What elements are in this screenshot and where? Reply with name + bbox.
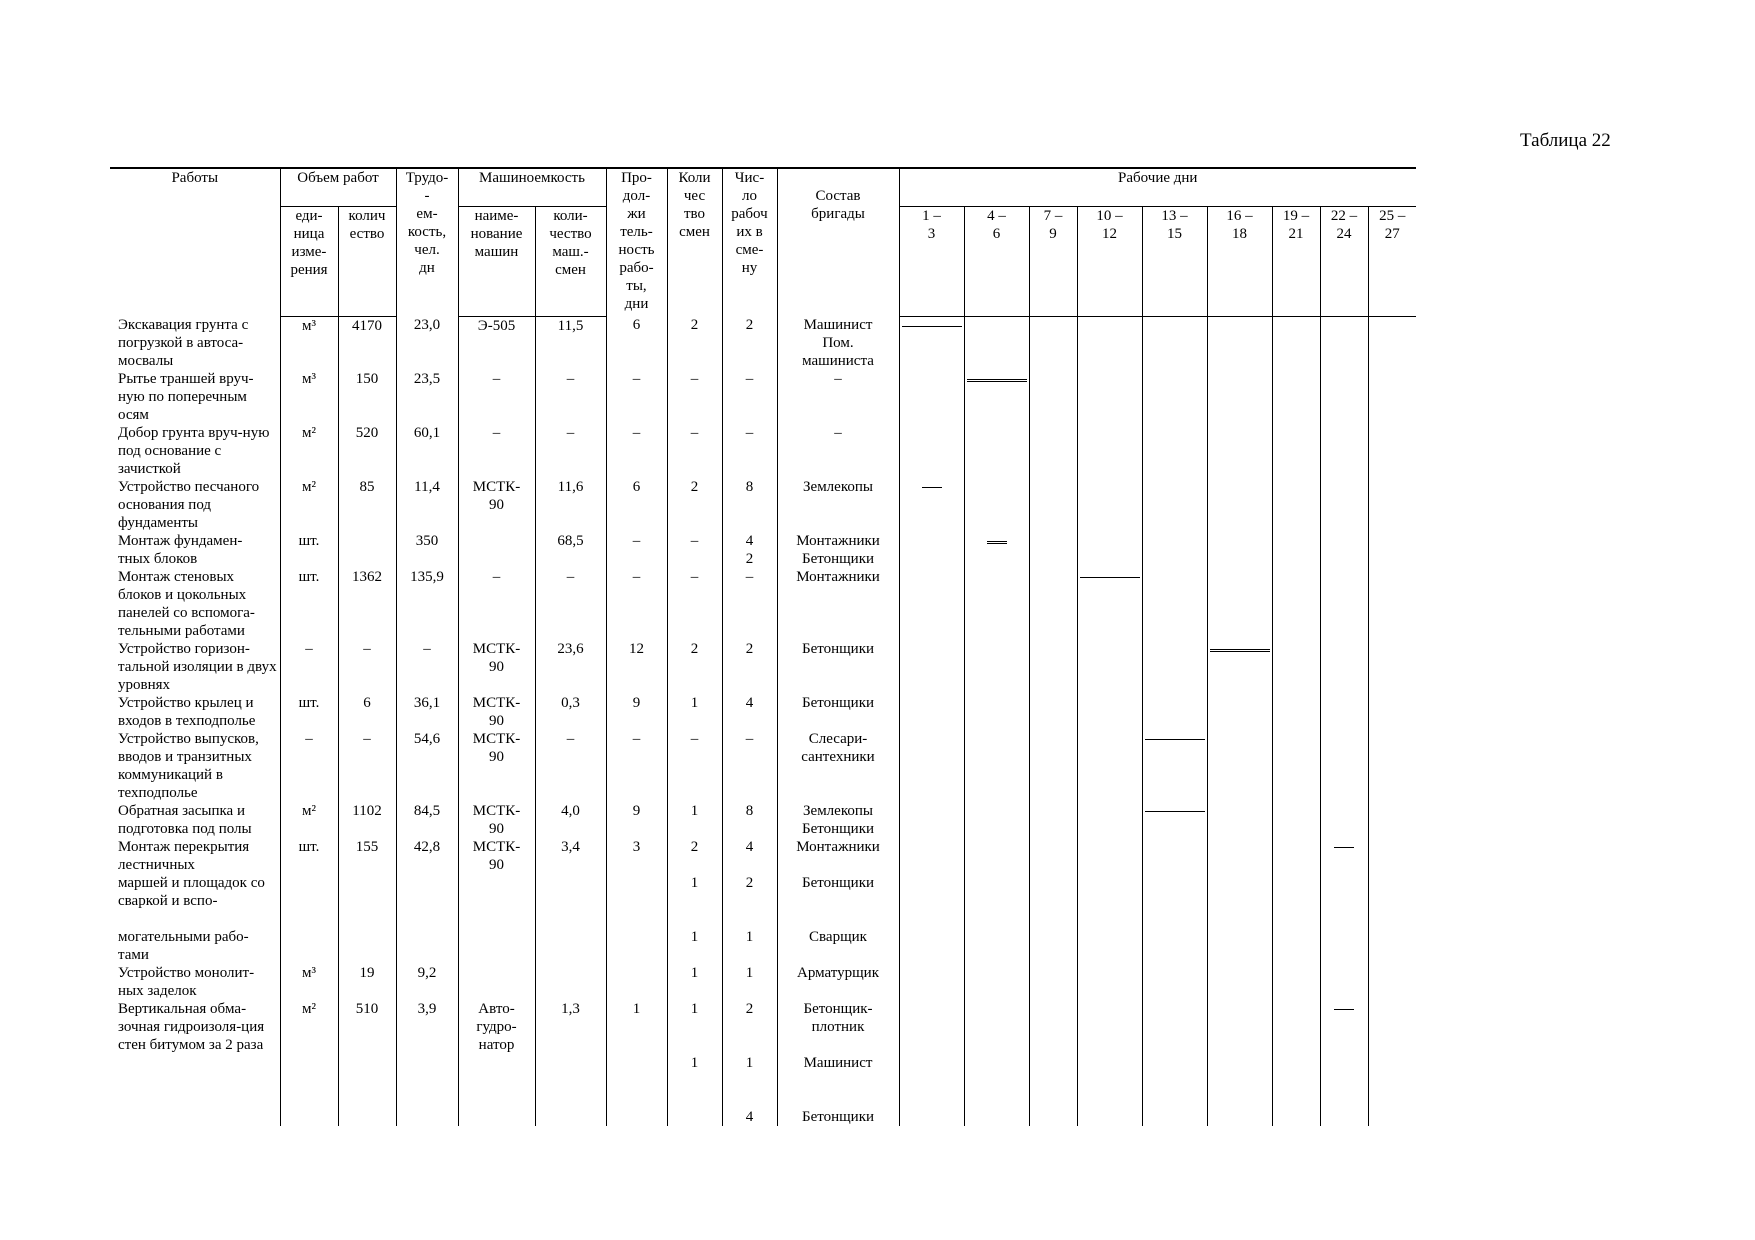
day-cell [1029,838,1077,964]
table-row [110,316,1416,370]
cell-workers: – [722,424,777,478]
schedule-bar [1334,1009,1354,1010]
cell-qty: 19 [338,964,396,1000]
cell-qty: 85 [338,478,396,532]
cell-mname: Авто- гудро- натор [458,1000,535,1126]
cell-mname: – [458,568,535,640]
day-cell [1272,964,1320,1000]
day-cell [1077,694,1142,730]
cell-unit: м² [280,1000,338,1126]
day-cell [1029,640,1077,694]
work-name: Устройство песчаного основания под фундаменты [110,478,280,532]
header-labor: Трудо- - ем- кость, чел. дн [396,168,458,316]
work-name: Монтаж перекрытия лестничных маршей и площадок со сваркой и вспо- могательными рабо- тами [110,838,280,964]
cell-mqty: 1,3 [535,1000,606,1126]
day-cell [1029,730,1077,802]
day-cell [1142,640,1207,694]
cell-workers: 8 [722,478,777,532]
day-cell [899,532,964,568]
cell-labor: 23,5 [396,370,458,424]
day-cell [964,532,1029,568]
cell-workers: – [722,370,777,424]
day-cell [1320,640,1368,694]
day-cell [899,802,964,838]
cell-crew: Бетонщик- плотник Машинист Бетонщики [777,1000,899,1126]
work-name: Рытье траншей вруч-ную по поперечным осям [110,370,280,424]
cell-mname: МСТК- 90 [458,730,535,802]
cell-crew: – [777,424,899,478]
cell-crew: – [777,370,899,424]
day-cell [1272,730,1320,802]
day-cell [1272,640,1320,694]
table-row [110,694,1416,730]
day-cell [1368,730,1416,802]
day-cell [1320,370,1368,424]
schedule-bar [1145,811,1205,812]
day-cell [1207,568,1272,640]
cell-mqty [535,964,606,1000]
cell-mqty: 3,4 [535,838,606,964]
cell-labor: 350 [396,532,458,568]
work-name: Устройство выпусков, вводов и транзитных коммуникаций в техподполье [110,730,280,802]
schedule-bar [967,379,1027,382]
cell-labor: 23,0 [396,316,458,370]
day-cell [1077,370,1142,424]
day-cell [1272,568,1320,640]
cell-dur [606,964,667,1000]
cell-mname: МСТК- 90 [458,694,535,730]
day-cell [1320,1000,1368,1126]
day-cell [1142,838,1207,964]
cell-shifts: 1 [667,694,722,730]
day-cell [1272,838,1320,964]
header-works: Работы [110,168,280,316]
day-cell [964,838,1029,964]
day-cell [964,316,1029,370]
cell-qty: 520 [338,424,396,478]
day-cell [1077,730,1142,802]
day-cell [1077,964,1142,1000]
cell-shifts: – [667,532,722,568]
cell-qty: 510 [338,1000,396,1126]
cell-qty: 6 [338,694,396,730]
cell-mname: МСТК- 90 [458,838,535,964]
day-cell [1320,694,1368,730]
cell-shifts: – [667,424,722,478]
header-day-7: 22 – 24 [1320,206,1368,316]
table-row [110,370,1416,424]
day-cell [964,802,1029,838]
day-cell [1142,316,1207,370]
day-cell [1272,316,1320,370]
cell-workers: 8 [722,802,777,838]
day-cell [1077,424,1142,478]
cell-mname: Э-505 [458,316,535,370]
cell-shifts: – [667,568,722,640]
table-row [110,730,1416,802]
cell-unit: – [280,640,338,694]
cell-crew: Землекопы [777,478,899,532]
cell-labor: 60,1 [396,424,458,478]
header-day-8: 25 – 27 [1368,206,1416,316]
day-cell [1029,1000,1077,1126]
cell-labor: 42,8 [396,838,458,964]
day-cell [1029,532,1077,568]
table-row [110,802,1416,838]
header-day-5: 16 – 18 [1207,206,1272,316]
work-name: Добор грунта вруч-ную под основание с зачисткой [110,424,280,478]
cell-mname: – [458,424,535,478]
day-cell [1207,640,1272,694]
day-cell [899,316,964,370]
cell-mqty: 68,5 [535,532,606,568]
table-row [110,424,1416,478]
day-cell [1077,1000,1142,1126]
cell-crew: Бетонщики [777,640,899,694]
day-cell [964,1000,1029,1126]
cell-dur: – [606,532,667,568]
cell-dur: 6 [606,316,667,370]
work-name: Обратная засыпка и подготовка под полы [110,802,280,838]
header-day-0: 1 – 3 [899,206,964,316]
cell-mqty: 23,6 [535,640,606,694]
header-day-4: 13 – 15 [1142,206,1207,316]
cell-workers: – [722,730,777,802]
day-cell [1029,964,1077,1000]
day-cell [1207,730,1272,802]
header-qty: колич ество [338,206,396,316]
table-row [110,478,1416,532]
day-cell [1077,838,1142,964]
day-cell [1029,424,1077,478]
day-cell [1142,964,1207,1000]
cell-dur: – [606,568,667,640]
day-cell [1272,424,1320,478]
header-day-6: 19 – 21 [1272,206,1320,316]
day-cell [1368,802,1416,838]
work-name: Устройство горизон-тальной изоляции в двух уровнях [110,640,280,694]
day-cell [1368,316,1416,370]
cell-unit: шт. [280,568,338,640]
cell-labor: – [396,640,458,694]
day-cell [1368,1000,1416,1126]
cell-mqty: – [535,568,606,640]
cell-workers: 1 [722,964,777,1000]
table-row [110,532,1416,568]
cell-unit: м³ [280,316,338,370]
cell-shifts: – [667,730,722,802]
day-cell [1077,568,1142,640]
day-cell [1368,694,1416,730]
day-cell [1142,370,1207,424]
day-cell [1207,964,1272,1000]
day-cell [1272,694,1320,730]
cell-qty [338,532,396,568]
day-cell [964,730,1029,802]
cell-shifts: 2 [667,640,722,694]
day-cell [1029,370,1077,424]
cell-workers: – [722,568,777,640]
day-cell [1142,802,1207,838]
day-cell [964,640,1029,694]
cell-workers: 2 1 4 [722,1000,777,1126]
cell-mname: МСТК- 90 [458,478,535,532]
schedule-bar [1080,577,1140,578]
day-cell [1272,802,1320,838]
day-cell [899,694,964,730]
cell-crew: Машинист Пом. машиниста [777,316,899,370]
day-cell [1077,640,1142,694]
day-cell [1142,478,1207,532]
work-name: Устройство монолит-ных заделок [110,964,280,1000]
cell-mqty: 11,6 [535,478,606,532]
day-cell [899,730,964,802]
day-cell [1077,316,1142,370]
day-cell [964,694,1029,730]
day-cell [1207,370,1272,424]
cell-workers: 4 [722,694,777,730]
table-row [110,568,1416,640]
day-cell [899,568,964,640]
schedule-bar [1210,649,1270,652]
cell-dur: 9 [606,802,667,838]
cell-crew: Монтажники Бетонщики [777,532,899,568]
cell-qty: 1102 [338,802,396,838]
cell-qty: 1362 [338,568,396,640]
day-cell [1272,532,1320,568]
day-cell [1207,802,1272,838]
day-cell [964,964,1029,1000]
cell-workers: 2 [722,316,777,370]
day-cell [1368,532,1416,568]
cell-mqty: 0,3 [535,694,606,730]
cell-crew: Монтажники [777,568,899,640]
header-day-3: 10 – 12 [1077,206,1142,316]
cell-labor: 9,2 [396,964,458,1000]
day-cell [1320,532,1368,568]
day-cell [1207,478,1272,532]
cell-unit: шт. [280,838,338,964]
cell-dur: – [606,424,667,478]
day-cell [899,640,964,694]
cell-shifts: – [667,370,722,424]
cell-workers: 4 2 [722,532,777,568]
day-cell [1207,1000,1272,1126]
day-cell [1368,478,1416,532]
table-row [110,1000,1416,1126]
day-cell [899,424,964,478]
day-cell [1368,640,1416,694]
table-caption: Таблица 22 [1520,130,1611,151]
cell-labor: 3,9 [396,1000,458,1126]
header-shifts: Коли чес тво смен [667,168,722,316]
work-name: Монтаж фундамен- тных блоков [110,532,280,568]
cell-qty: 155 [338,838,396,964]
cell-dur: 6 [606,478,667,532]
day-cell [1320,802,1368,838]
schedule-bar [987,541,1007,544]
header-unit: еди- ница изме- рения [280,206,338,316]
day-cell [1142,532,1207,568]
day-cell [1142,568,1207,640]
cell-crew: Арматурщик [777,964,899,1000]
cell-mname [458,964,535,1000]
work-name: Экскавация грунта с погрузкой в автоса-мосвалы [110,316,280,370]
schedule-bar [922,487,942,488]
header-days-title: Рабочие дни [899,168,1416,206]
cell-dur: – [606,730,667,802]
cell-unit: – [280,730,338,802]
cell-mname: МСТК- 90 [458,640,535,694]
day-cell [1368,838,1416,964]
cell-workers: 4 2 1 [722,838,777,964]
day-cell [899,964,964,1000]
cell-dur: – [606,370,667,424]
cell-shifts: 1 [667,802,722,838]
schedule-bar [1334,847,1354,848]
cell-qty: – [338,640,396,694]
day-cell [1320,838,1368,964]
work-name: Вертикальная обма-зочная гидроизоля-ция стен битумом за 2 раза [110,1000,280,1126]
day-cell [1077,478,1142,532]
table-body [110,316,1416,1126]
cell-shifts: 1 1 [667,1000,722,1126]
cell-crew: Монтажники Бетонщики Сварщик [777,838,899,964]
cell-dur: 1 [606,1000,667,1126]
cell-shifts: 1 [667,964,722,1000]
schedule-table [110,167,1416,1126]
day-cell [1368,424,1416,478]
day-cell [1207,694,1272,730]
table-row [110,838,1416,964]
day-cell [1029,316,1077,370]
day-cell [1077,532,1142,568]
cell-unit: м² [280,802,338,838]
day-cell [1207,838,1272,964]
day-cell [1320,316,1368,370]
cell-unit: м² [280,424,338,478]
cell-dur: 3 [606,838,667,964]
day-cell [1368,964,1416,1000]
day-cell [1207,316,1272,370]
cell-unit: м² [280,478,338,532]
cell-labor: 135,9 [396,568,458,640]
cell-labor: 54,6 [396,730,458,802]
day-cell [1029,568,1077,640]
day-cell [1320,424,1368,478]
cell-mname: МСТК- 90 [458,802,535,838]
cell-shifts: 2 [667,478,722,532]
day-cell [1029,694,1077,730]
day-cell [1368,370,1416,424]
cell-mname: – [458,370,535,424]
cell-crew: Слесари- сантехники [777,730,899,802]
day-cell [899,1000,964,1126]
cell-qty: 150 [338,370,396,424]
day-cell [899,838,964,964]
day-cell [964,370,1029,424]
cell-qty: – [338,730,396,802]
day-cell [1077,802,1142,838]
table-row [110,640,1416,694]
cell-mqty: 4,0 [535,802,606,838]
day-cell [1320,568,1368,640]
work-name: Устройство крылец и входов в техподполье [110,694,280,730]
cell-crew: Бетонщики [777,694,899,730]
header-duration: Про- дол- жи тель- ность рабо- ты, дни [606,168,667,316]
cell-qty: 4170 [338,316,396,370]
day-cell [1272,370,1320,424]
header-machine-name: наиме- нование машин [458,206,535,316]
schedule-bar [902,326,962,327]
cell-crew: Землекопы Бетонщики [777,802,899,838]
cell-unit: м³ [280,964,338,1000]
header-machine: Машиноемкость [458,168,606,206]
cell-mqty: – [535,730,606,802]
day-cell [1368,568,1416,640]
day-cell [1207,532,1272,568]
cell-labor: 36,1 [396,694,458,730]
cell-mqty: – [535,370,606,424]
day-cell [899,370,964,424]
day-cell [1142,424,1207,478]
day-cell [1142,730,1207,802]
day-cell [1029,478,1077,532]
cell-mname [458,532,535,568]
header-crew: Состав бригады [777,168,899,316]
work-name: Монтаж стеновых блоков и цокольных панелей со вспомога-тельными работами [110,568,280,640]
table-row [110,964,1416,1000]
cell-dur: 12 [606,640,667,694]
cell-labor: 11,4 [396,478,458,532]
day-cell [1320,730,1368,802]
cell-labor: 84,5 [396,802,458,838]
day-cell [1272,1000,1320,1126]
cell-unit: м³ [280,370,338,424]
day-cell [1142,694,1207,730]
cell-mqty: 11,5 [535,316,606,370]
day-cell [1142,1000,1207,1126]
day-cell [1320,478,1368,532]
cell-dur: 9 [606,694,667,730]
day-cell [899,478,964,532]
cell-unit: шт. [280,532,338,568]
day-cell [1029,802,1077,838]
cell-mqty: – [535,424,606,478]
header-volume: Объем работ [280,168,396,206]
header-day-1: 4 – 6 [964,206,1029,316]
header-day-2: 7 – 9 [1029,206,1077,316]
day-cell [964,478,1029,532]
cell-workers: 2 [722,640,777,694]
day-cell [1320,964,1368,1000]
day-cell [1272,478,1320,532]
header-workers: Чис- ло рабоч их в сме- ну [722,168,777,316]
cell-unit: шт. [280,694,338,730]
header-machine-qty: коли- чество маш.- смен [535,206,606,316]
cell-shifts: 2 1 1 [667,838,722,964]
day-cell [964,568,1029,640]
day-cell [964,424,1029,478]
schedule-bar [1145,739,1205,740]
cell-shifts: 2 [667,316,722,370]
day-cell [1207,424,1272,478]
